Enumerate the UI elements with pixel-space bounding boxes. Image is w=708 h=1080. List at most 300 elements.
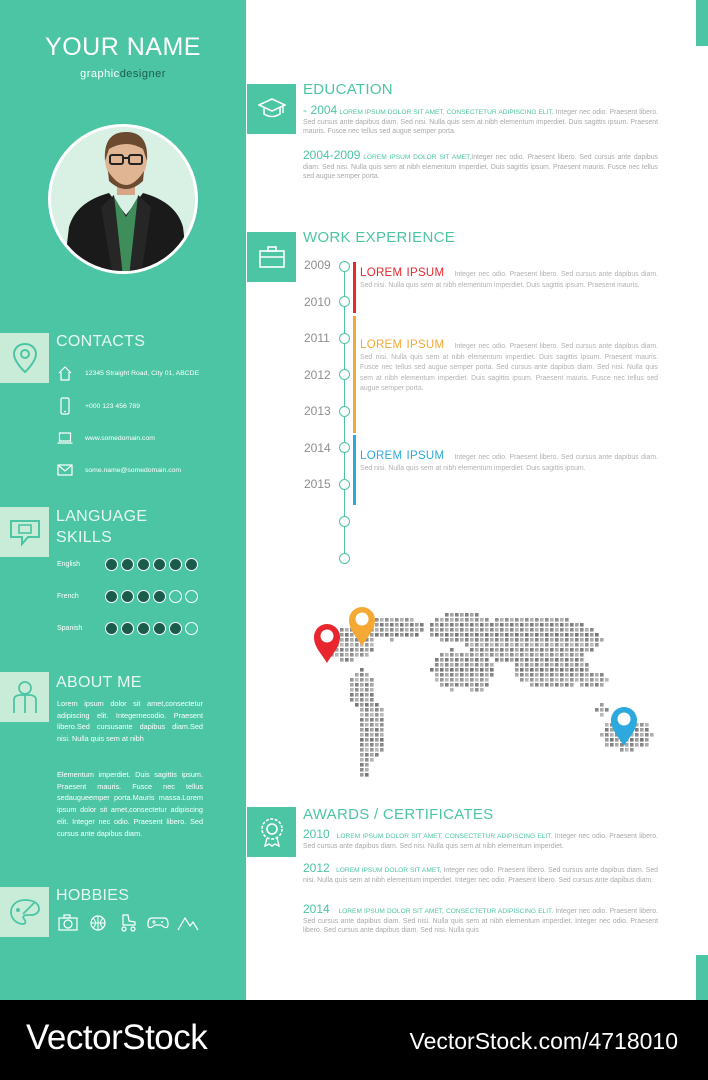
map-dot [365, 653, 369, 657]
map-dot [440, 658, 444, 662]
map-pin-icon [314, 624, 340, 663]
map-dot [495, 648, 499, 652]
map-dot [530, 648, 534, 652]
map-dot [535, 633, 539, 637]
map-dot [630, 738, 634, 742]
map-dot [350, 678, 354, 682]
map-dot [520, 638, 524, 642]
map-dot [360, 743, 364, 747]
map-dot [590, 648, 594, 652]
map-dot [590, 633, 594, 637]
language-level [105, 590, 198, 603]
map-dot [470, 648, 474, 652]
map-dot [460, 628, 464, 632]
map-dot [465, 613, 469, 617]
map-dot [635, 728, 639, 732]
map-dot [540, 648, 544, 652]
map-dot [360, 698, 364, 702]
map-dot [450, 658, 454, 662]
hobby-icons [57, 912, 199, 934]
map-dot [545, 643, 549, 647]
map-dot [465, 618, 469, 622]
language-name: French [57, 592, 79, 600]
map-dot [370, 723, 374, 727]
map-dot [560, 628, 564, 632]
map-dot [370, 648, 374, 652]
map-dot [605, 708, 609, 712]
map-dot [390, 633, 394, 637]
map-dot [400, 628, 404, 632]
map-dot [435, 623, 439, 627]
map-dot [440, 628, 444, 632]
map-dot [570, 678, 574, 682]
map-dot [405, 628, 409, 632]
map-dot [435, 668, 439, 672]
map-dot [545, 618, 549, 622]
map-dot [365, 773, 369, 777]
map-dot [480, 638, 484, 642]
map-dot [440, 638, 444, 642]
map-dot [400, 618, 404, 622]
map-dot [585, 678, 589, 682]
map-dot [565, 653, 569, 657]
timeline-bar-orange [353, 316, 356, 433]
map-dot [375, 618, 379, 622]
education-heading: LOREM IPSUM DOLOR SIT AMET, [363, 154, 472, 161]
map-dot [350, 633, 354, 637]
map-dot [550, 678, 554, 682]
map-dot [640, 733, 644, 737]
map-dot [535, 678, 539, 682]
map-dot [570, 683, 574, 687]
map-dot [585, 673, 589, 677]
map-dot [525, 628, 529, 632]
map-dot [575, 658, 579, 662]
map-dot [450, 663, 454, 667]
map-dot [585, 648, 589, 652]
map-dot [470, 628, 474, 632]
map-dot [570, 648, 574, 652]
map-dot [595, 638, 599, 642]
map-dot [340, 643, 344, 647]
map-dot [490, 648, 494, 652]
map-dot [465, 678, 469, 682]
timeline-bar-red [353, 262, 356, 313]
language-level [105, 558, 198, 571]
map-dot [470, 618, 474, 622]
map-dot [565, 683, 569, 687]
map-dot [515, 638, 519, 642]
map-dot [500, 658, 504, 662]
map-dot [565, 618, 569, 622]
map-dot [525, 633, 529, 637]
map-dot [450, 618, 454, 622]
map-dot [590, 678, 594, 682]
map-dot [550, 663, 554, 667]
work-entry-1 [360, 268, 658, 291]
level-dot [169, 590, 182, 603]
map-dot [490, 628, 494, 632]
education-heading: LOREM IPSUM DOLOR SIT AMET, CONSECTETUR ADIPISCING ELIT. [339, 109, 554, 116]
map-dot [475, 628, 479, 632]
level-dot [121, 622, 134, 635]
map-dot [360, 768, 364, 772]
map-dot [435, 658, 439, 662]
map-dot [630, 743, 634, 747]
map-dot [465, 643, 469, 647]
map-dot [370, 748, 374, 752]
map-dot [475, 648, 479, 652]
job-title [0, 68, 246, 80]
map-dot [360, 708, 364, 712]
map-dot [360, 758, 364, 762]
map-dot [450, 688, 454, 692]
map-dot [565, 633, 569, 637]
map-dot [475, 633, 479, 637]
language-row [57, 588, 198, 604]
level-dot [185, 590, 198, 603]
map-dot [510, 648, 514, 652]
map-dot [580, 633, 584, 637]
map-dot [505, 653, 509, 657]
map-dot [475, 658, 479, 662]
map-dot [485, 653, 489, 657]
map-dot [380, 738, 384, 742]
education-text: Integer nec odio. Praesent libero. Sed cursus ante dapibus diam. Sed nisi. Nulla quis sem at nibh elementum imperdiet. Duis sagittis ipsum. Praesent mauris. Fusce nec tellus sed augue semper porta. [303, 154, 658, 181]
timeline-year: 2011 [304, 331, 330, 345]
map-dot [465, 683, 469, 687]
map-dot [485, 633, 489, 637]
map-dot [355, 643, 359, 647]
map-dot [595, 708, 599, 712]
briefcase-icon [247, 232, 296, 282]
map-dot [500, 638, 504, 642]
map-dot [515, 658, 519, 662]
map-dot [470, 658, 474, 662]
map-dot [445, 618, 449, 622]
map-dot [475, 613, 479, 617]
map-dot [535, 643, 539, 647]
map-dot [360, 688, 364, 692]
map-dot [455, 638, 459, 642]
map-dot [535, 653, 539, 657]
map-dot [480, 688, 484, 692]
bottom-accent-bar [696, 955, 708, 1000]
map-dot [440, 653, 444, 657]
map-dot [485, 678, 489, 682]
map-dot [580, 673, 584, 677]
map-dot [450, 623, 454, 627]
sidebar [0, 0, 246, 1000]
map-dot [485, 638, 489, 642]
award-year: 2012 [303, 861, 330, 875]
timeline-dot [339, 333, 350, 344]
map-dot [350, 658, 354, 662]
map-dot [340, 653, 344, 657]
map-dot [520, 633, 524, 637]
map-dot [505, 643, 509, 647]
map-dot [370, 633, 374, 637]
map-dot [375, 718, 379, 722]
map-dot [540, 643, 544, 647]
map-dot [465, 628, 469, 632]
map-dot [530, 633, 534, 637]
work-entry-text: Integer nec odio. Praesent libero. Sed cursus ante dapibus diam. Sed nisi. Nulla quis sem at nibh elementum imperdiet. Duis sagittis ipsum. Praesent mauris. [360, 271, 658, 289]
map-dot [350, 688, 354, 692]
top-accent-bar [696, 0, 708, 46]
map-dot [480, 683, 484, 687]
map-dot [450, 673, 454, 677]
map-dot [365, 703, 369, 707]
web-text[interactable]: www.somedomain.com [85, 434, 155, 442]
map-dot [605, 678, 609, 682]
map-dot [600, 683, 604, 687]
map-dot [375, 708, 379, 712]
map-dot [450, 653, 454, 657]
map-dot [565, 658, 569, 662]
map-dot [490, 668, 494, 672]
award-text: Integer nec odio. Praesent libero. Sed cursus ante dapibus diam. Sed nisi. Nulla quis sem at nibh elementum imperdiet. [303, 833, 658, 850]
map-dot [640, 728, 644, 732]
map-dot [515, 643, 519, 647]
map-dot [510, 643, 514, 647]
map-dot [355, 703, 359, 707]
map-dot [555, 678, 559, 682]
map-dot [535, 673, 539, 677]
map-dot [590, 673, 594, 677]
map-dot [585, 683, 589, 687]
map-dot [450, 638, 454, 642]
map-dot [455, 673, 459, 677]
map-dot [540, 663, 544, 667]
map-dot [510, 633, 514, 637]
map-dot [500, 618, 504, 622]
map-dot [475, 688, 479, 692]
map-dot [435, 673, 439, 677]
phone-icon [57, 397, 73, 415]
map-dot [375, 633, 379, 637]
map-dot [530, 683, 534, 687]
map-dot [370, 718, 374, 722]
map-dot [550, 643, 554, 647]
map-dot [365, 643, 369, 647]
map-dot [365, 713, 369, 717]
map-dot [555, 683, 559, 687]
map-dot [575, 638, 579, 642]
map-dot [510, 653, 514, 657]
map-dot [470, 643, 474, 647]
language-name: Spanish [57, 624, 83, 632]
award-heading: LOREM IPSUM DOLOR SIT AMET, CONSECTETUR ADIPISCING ELIT. [336, 833, 553, 840]
map-dot [355, 683, 359, 687]
map-dot [340, 628, 344, 632]
map-dot [495, 658, 499, 662]
map-dot [530, 658, 534, 662]
map-dot [520, 618, 524, 622]
map-dot [465, 673, 469, 677]
map-dot [440, 678, 444, 682]
map-dot [545, 623, 549, 627]
map-dot [595, 643, 599, 647]
map-dot [405, 618, 409, 622]
map-dot [445, 633, 449, 637]
map-dot [480, 623, 484, 627]
map-dot [355, 688, 359, 692]
education-title: EDUCATION [303, 81, 393, 98]
map-dot [345, 628, 349, 632]
map-dot [595, 683, 599, 687]
language-title-line1: LANGUAGE [56, 508, 148, 525]
map-dot [380, 618, 384, 622]
timeline-dot [339, 369, 350, 380]
rollerskate-icon [117, 912, 139, 934]
map-dot [370, 753, 374, 757]
map-dot [530, 643, 534, 647]
map-dot [410, 623, 414, 627]
map-dot [410, 618, 414, 622]
map-dot [645, 738, 649, 742]
timeline-dot [339, 261, 350, 272]
map-dot [580, 628, 584, 632]
map-dot [515, 673, 519, 677]
map-dot [490, 633, 494, 637]
map-dot [605, 728, 609, 732]
map-dot [540, 653, 544, 657]
map-dot [475, 618, 479, 622]
map-dot [435, 678, 439, 682]
contact-address [57, 363, 199, 383]
map-dot [370, 693, 374, 697]
map-dot [400, 633, 404, 637]
map-dot [555, 623, 559, 627]
map-dot [635, 733, 639, 737]
map-dot [455, 663, 459, 667]
map-dot [520, 658, 524, 662]
map-dot [345, 648, 349, 652]
map-dot [440, 673, 444, 677]
map-dot [340, 658, 344, 662]
map-dot [360, 683, 364, 687]
map-dot [365, 753, 369, 757]
map-dot [375, 728, 379, 732]
map-dot [535, 658, 539, 662]
map-dot [380, 718, 384, 722]
map-dot [450, 678, 454, 682]
map-dot [360, 668, 364, 672]
map-dot [615, 738, 619, 742]
map-dot [525, 618, 529, 622]
map-dot [550, 628, 554, 632]
map-dot [570, 623, 574, 627]
map-dot [495, 628, 499, 632]
map-dot [365, 673, 369, 677]
email-text[interactable]: some.name@somedomain.com [85, 466, 182, 474]
map-dot [365, 683, 369, 687]
map-dot [600, 678, 604, 682]
map-dot [345, 638, 349, 642]
map-dot [475, 683, 479, 687]
map-dot [560, 618, 564, 622]
map-dot [445, 638, 449, 642]
map-dot [380, 713, 384, 717]
map-dot [365, 678, 369, 682]
map-dot [350, 643, 354, 647]
map-dot [535, 628, 539, 632]
map-dot [370, 638, 374, 642]
map-dot [345, 633, 349, 637]
map-dot [600, 733, 604, 737]
map-dot [620, 748, 624, 752]
map-dot [555, 663, 559, 667]
map-dot [560, 678, 564, 682]
map-dot [480, 653, 484, 657]
map-dot [540, 628, 544, 632]
award-text: Integer nec odio. Praesent libero. Sed cursus ante dapibus diam. Sed nisi. Nulla quis sem at nibh elementum imperdiet. Integer nec odio. Praesent libero. Sed cursus ante dapibus diam. Sed nisi. Nulla quis [303, 908, 658, 935]
map-dot [530, 663, 534, 667]
map-dot [580, 638, 584, 642]
map-dot [455, 653, 459, 657]
map-dot [375, 628, 379, 632]
map-dot [370, 688, 374, 692]
timeline-year: 2015 [304, 477, 331, 491]
map-dot [360, 713, 364, 717]
map-dot [525, 623, 529, 627]
location-pin-icon [0, 333, 49, 383]
map-dot [350, 653, 354, 657]
map-dot [505, 618, 509, 622]
award-entry-3 [303, 902, 658, 936]
map-dot [575, 628, 579, 632]
map-dot [590, 683, 594, 687]
map-dot [385, 618, 389, 622]
map-dot [450, 683, 454, 687]
map-dot [460, 663, 464, 667]
map-dot [575, 678, 579, 682]
contact-phone [57, 396, 140, 416]
map-dot [375, 703, 379, 707]
timeline-dot [339, 406, 350, 417]
map-dot [460, 653, 464, 657]
map-dot [555, 643, 559, 647]
map-dot [545, 678, 549, 682]
map-dot [365, 763, 369, 767]
map-dot [475, 668, 479, 672]
map-dot [485, 668, 489, 672]
map-dot [535, 648, 539, 652]
map-dot [480, 628, 484, 632]
map-dot [475, 663, 479, 667]
level-dot [185, 622, 198, 635]
map-dot [485, 658, 489, 662]
map-dot [510, 623, 514, 627]
map-dot [475, 653, 479, 657]
map-dot [550, 658, 554, 662]
map-dot [360, 753, 364, 757]
watermark-id: VectorStock.com/4718010 [409, 1028, 678, 1054]
map-dot [485, 683, 489, 687]
timeline-year: 2010 [304, 295, 331, 309]
map-dot [465, 633, 469, 637]
map-dot [540, 683, 544, 687]
map-dot [545, 683, 549, 687]
map-dot [590, 628, 594, 632]
map-dot [375, 713, 379, 717]
map-dot [485, 628, 489, 632]
timeline-dot [339, 516, 350, 527]
map-dot [365, 698, 369, 702]
map-dot [345, 643, 349, 647]
map-dot [455, 633, 459, 637]
